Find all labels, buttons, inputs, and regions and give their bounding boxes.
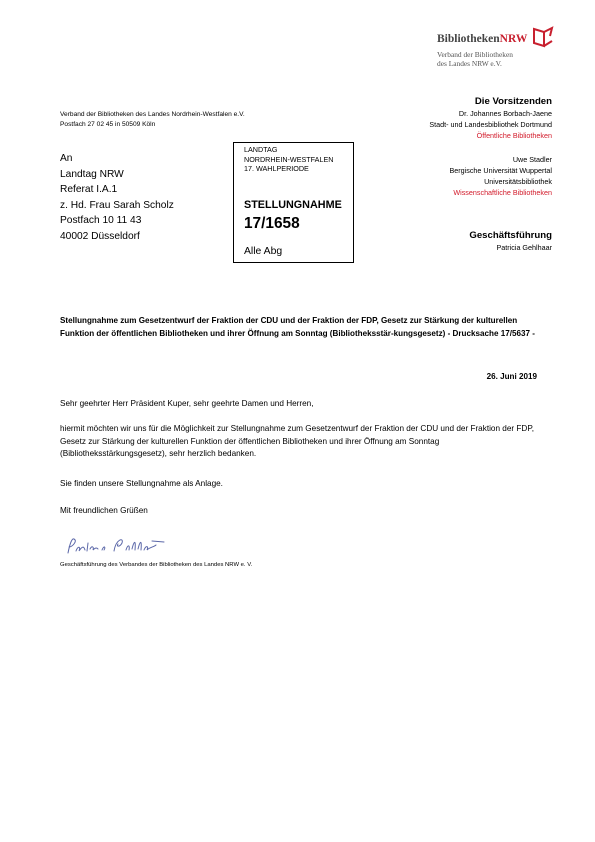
recipient-line: Postfach 10 11 43 xyxy=(60,215,142,226)
recipient-line: Referat I.A.1 xyxy=(60,184,118,195)
recipient-line: 40002 Düsseldorf xyxy=(60,230,140,242)
management-title: Geschäftsführung xyxy=(469,230,552,241)
management-name: Patricia Gehlhaar xyxy=(496,243,552,252)
chair-title: Die Vorsitzenden xyxy=(474,96,552,107)
stamp-line-2: NORDRHEIN-WESTFALEN xyxy=(244,154,334,164)
stamp-distribution: Alle Abg xyxy=(244,246,283,257)
logo-sub-line-1: Verband der Bibliotheken xyxy=(437,50,513,59)
logo-subtitle xyxy=(437,50,513,69)
closing: Mit freundlichen Grüßen xyxy=(60,506,148,515)
stamp-header xyxy=(244,145,333,174)
stamp-number: 17/1658 xyxy=(244,215,300,232)
chair-person1-section: Öffentliche Bibliotheken xyxy=(476,131,552,140)
recipient-line: An xyxy=(60,153,73,164)
chair-person2-uni: Bergische Universität Wuppertal xyxy=(449,166,552,175)
letter-date: 26. Juni 2019 xyxy=(486,372,537,381)
chair-person2-name: Uwe Stadler xyxy=(512,155,552,164)
recipient-line: Landtag NRW xyxy=(60,168,124,180)
stamp-line-3: 17. WAHLPERIODE xyxy=(244,164,309,174)
chair-person2-org: Universitätsbibliothek xyxy=(484,177,552,186)
stamp-label: STELLUNGNAHME xyxy=(244,199,342,211)
logo-word: Bibliotheken xyxy=(437,33,500,45)
recipient-address xyxy=(60,151,174,244)
salutation: Sehr geehrter Herr Präsident Kuper, sehr geehrte Damen und Herren, xyxy=(60,399,314,408)
logo-sub-line-2: des Landes NRW e.V. xyxy=(437,59,502,69)
sender-line-1: Verband der Bibliotheken des Landes Nordrhein-Westfalen e.V. xyxy=(60,111,245,118)
landtag-stamp xyxy=(233,142,354,263)
chair-block xyxy=(429,95,552,198)
sender-line xyxy=(60,110,245,130)
stamp-line-1: LANDTAG xyxy=(244,145,278,154)
chair-person1-org: Stadt- und Landesbibliothek Dortmund xyxy=(429,120,552,129)
logo-nrw: NRW xyxy=(499,33,528,45)
handwritten-signature xyxy=(64,535,169,557)
recipient-line: z. Hd. Frau Sarah Scholz xyxy=(60,199,174,211)
subject-line: Stellungnahme zum Gesetzentwurf der Fraktion der CDU und der Fraktion der FDP, Gesetz zur Stärkung der kulturellen Funktion der öffentlichen Bibliotheken und ihrer Öffnung am Sonntag (Bibliotheksstär-kungsgesetz) - Drucksache 17/5637 - xyxy=(60,316,535,338)
sender-line-2: Postfach 27 02 45 in 50509 Köln xyxy=(60,121,156,128)
chair-person1-name: Dr. Johannes Borbach-Jaene xyxy=(458,109,552,118)
body-paragraph-2: Sie finden unsere Stellungnahme als Anlage. xyxy=(60,479,223,488)
signature-caption: Geschäftsführung des Verbandes der Bibliotheken des Landes NRW e. V. xyxy=(60,562,253,568)
management-block xyxy=(469,229,552,253)
logo-book-icon xyxy=(532,26,554,50)
logo-wordmark xyxy=(437,33,527,45)
chair-person2-section: Wissenschaftliche Bibliotheken xyxy=(453,188,552,197)
body-paragraph-1: hiermit möchten wir uns für die Möglichkeit zur Stellungnahme zum Gesetzentwurf der Fraktion der CDU und der Fraktion der FDP, Gesetz zur Stärkung der kulturellen Funktion der öffentlichen Bibliotheken und ihrer Öffnung am Sonntag (Bibliotheksstärkungsgesetz), sehr herzlich bedanken. xyxy=(60,424,535,459)
